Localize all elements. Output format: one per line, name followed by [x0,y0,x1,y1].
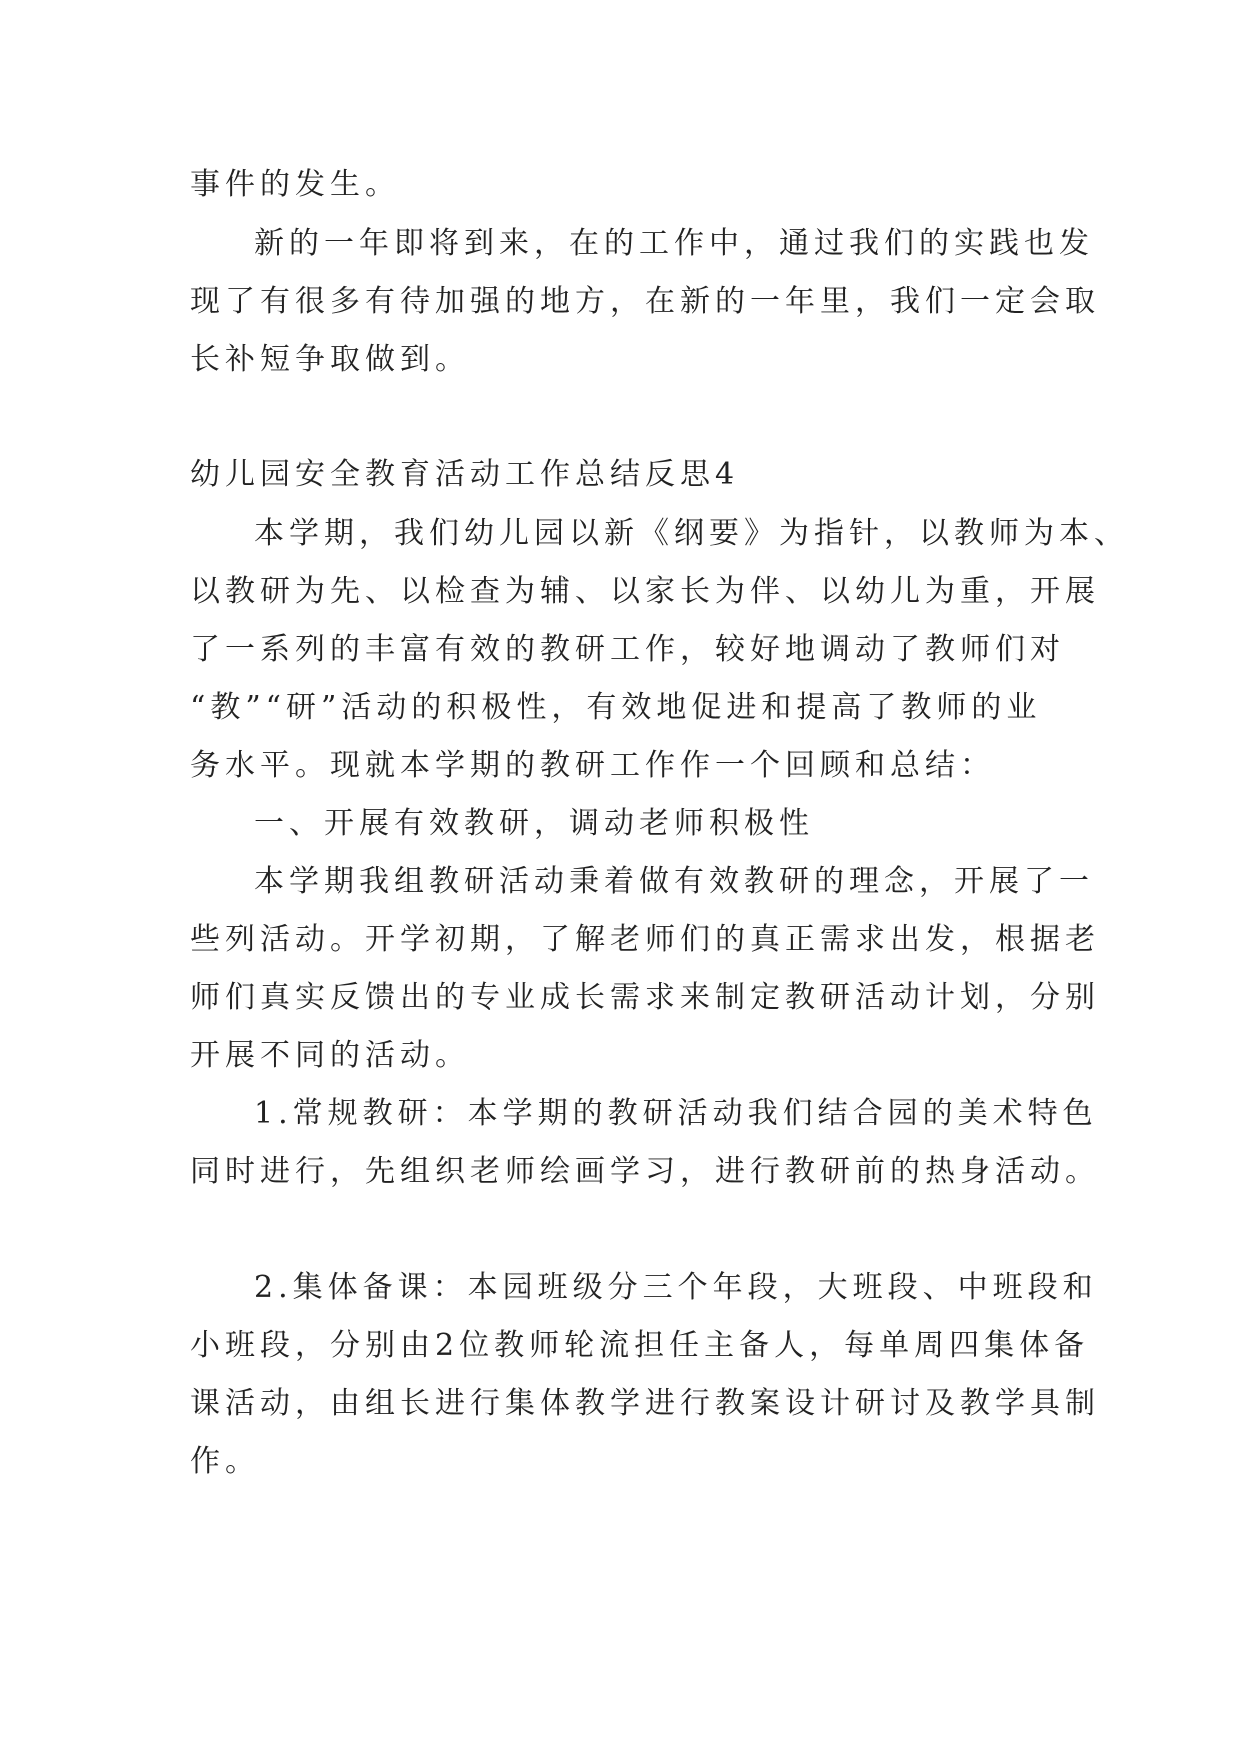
text-line: 同时进行，先组织老师绘画学习，进行教研前的热身活动。 [190,1154,1100,1189]
paragraph-line: 2.集体备课：本园班级分三个年段，大班段、中班段和 [254,1270,1098,1305]
text-line: 现了有很多有待加强的地方，在新的一年里，我们一定会取 [190,284,1100,319]
paragraph-line: 本学期我组教研活动秉着做有效教研的理念，开展了一 [254,864,1094,899]
text-line: 长补短争取做到。 [190,342,470,377]
text-line: “教”“研”活动的积极性，有效地促进和提高了教师的业 [190,690,1042,725]
text-line: 以教研为先、以检查为辅、以家长为伴、以幼儿为重，开展 [190,574,1100,609]
text-line: 些列活动。开学初期，了解老师们的真正需求出发，根据老 [190,922,1100,957]
text-line: 事件的发生。 [190,167,400,202]
section-heading: 幼儿园安全教育活动工作总结反思4 [190,457,740,492]
text-line: 作。 [190,1444,260,1479]
subsection-heading: 一、开展有效教研，调动老师积极性 [254,806,814,841]
text-line: 师们真实反馈出的专业成长需求来制定教研活动计划，分别 [190,980,1100,1015]
paragraph-line: 1.常规教研：本学期的教研活动我们结合园的美术特色 [254,1096,1098,1131]
text-line: 了一系列的丰富有效的教研工作，较好地调动了教师们对 [190,632,1065,667]
paragraph-line: 新的一年即将到来，在的工作中，通过我们的实践也发 [254,226,1094,261]
text-line: 务水平。现就本学期的教研工作作一个回顾和总结： [190,748,995,783]
paragraph-line: 本学期，我们幼儿园以新《纲要》为指针，以教师为本、 [254,516,1129,551]
text-line: 小班段，分别由2位教师轮流担任主备人，每单周四集体备 [190,1328,1090,1363]
text-line: 开展不同的活动。 [190,1038,470,1073]
text-line: 课活动，由组长进行集体教学进行教案设计研讨及教学具制 [190,1386,1100,1421]
